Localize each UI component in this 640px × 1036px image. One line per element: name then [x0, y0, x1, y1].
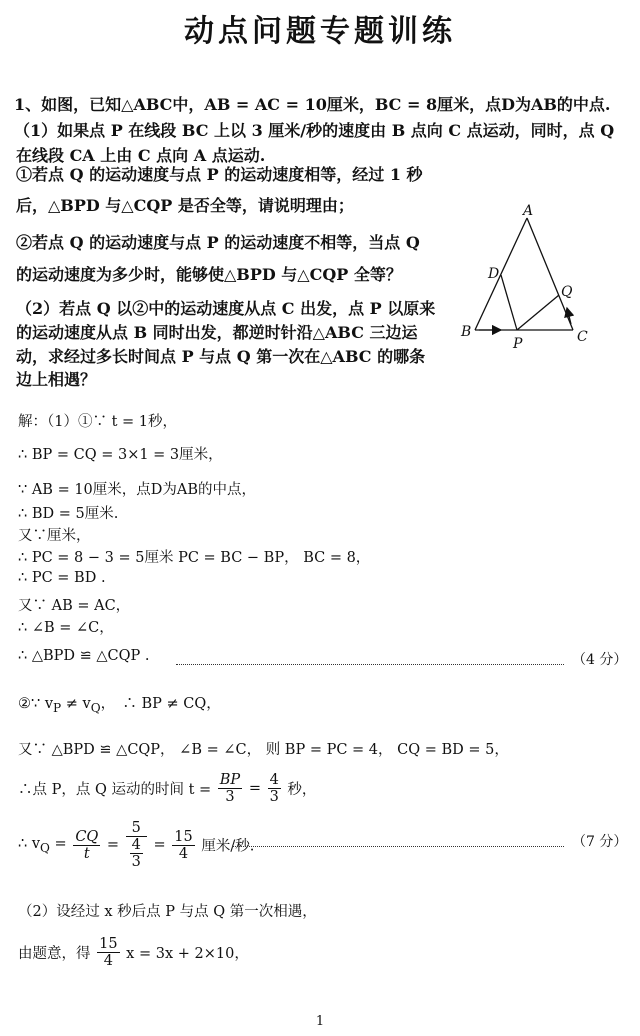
side-ac — [527, 218, 573, 330]
label-c: C — [577, 329, 588, 345]
solution-line-11: ②∵ $v_P \ne v_Q$， ∴ BP ≠ CQ， — [18, 696, 221, 715]
score-1: （4 分） — [572, 652, 628, 668]
solution-line-2: ∴ BP = CQ = 3×1 = 3厘米， — [18, 447, 223, 463]
segment-pq — [517, 295, 559, 330]
page-number: 1 — [315, 1014, 325, 1029]
score-2: （7 分） — [572, 834, 628, 850]
problem-line-11: 边上相遇？ — [16, 370, 97, 389]
problem-line-8: （2）若点 Q 以②中的运动速度从点 C 出发，点 P 以原来 — [16, 299, 436, 318]
problem-line-9: 的运动速度从点 B 同时出发，都逆时针沿△ABC 三边运 — [16, 323, 418, 342]
problem-line-4: ①若点 Q 的运动速度与点 P 的运动速度相等，经过 1 秒 — [16, 165, 423, 184]
solution-line-1: 解：（1）①∵ t = 1秒， — [18, 414, 178, 430]
solution-line-13: ∴点 P，点 Q 运动的时间 t = $\frac{BP}{3}$ = $\frac{4}{3}$ 秒， — [18, 772, 317, 805]
solution-line-9: ∴ ∠B = ∠C， — [18, 620, 114, 636]
solution-line-10: ∴ △BPD ≌ △CQP . — [18, 648, 150, 664]
dotted-leader-1 — [176, 664, 564, 665]
label-p: P — [513, 336, 523, 352]
problem-line-1: 1、如图，已知△ABC中，AB = AC = 10厘米，BC = 8厘米，点D为AB的中点. — [14, 95, 611, 114]
label-d: D — [488, 266, 500, 282]
problem-line-2: （1）如果点 P 在线段 BC 上以 3 厘米/秒的速度由 B 点向 C 点运动，同时，点 Q — [14, 121, 615, 140]
solution-line-15: （2）设经过 x 秒后点 P 与点 Q 第一次相遇， — [18, 904, 317, 920]
solution-line-16: 由题意，得 $\frac{15}{4}$ x = 3x + 2×10， — [18, 936, 249, 969]
label-q: Q — [561, 284, 573, 300]
side-ab — [475, 218, 527, 330]
label-b: B — [461, 324, 472, 340]
problem-line-10: 动，求经过多长时间点 P 与点 Q 第一次在△ABC 的哪条 — [16, 347, 426, 366]
solution-line-6: ∴ PC = 8 − 3 = 5厘米 PC = BC − BP， BC = 8， — [18, 550, 371, 566]
segment-dp — [501, 275, 517, 330]
solution-line-4: ∴ BD = 5厘米. — [18, 506, 119, 522]
triangle-figure — [455, 200, 605, 360]
solution-line-5: 又∵厘米， — [18, 528, 91, 544]
solution-line-14: ∴ $v_Q$ = $\frac{CQ}{t}$ = $\frac{5}{\frac{4}{3}}$ = $\frac{15}{4}$ 厘米/秒. — [18, 820, 255, 870]
problem-line-6: ②若点 Q 的运动速度与点 P 的运动速度不相等，当点 Q — [16, 233, 420, 252]
problem-line-3: 在线段 CA 上由 C 点向 A 点运动. — [16, 146, 266, 165]
solution-line-7: ∴ PC = BD . — [18, 570, 106, 586]
problem-line-5: 后，△BPD 与△CQP 是否全等，请说明理由； — [16, 196, 354, 215]
dotted-leader-2 — [232, 846, 564, 847]
solution-line-12: 又∵ △BPD ≌ △CQP， ∠B = ∠C， 则 BP = PC = 4， CQ = BD = 5， — [18, 742, 509, 758]
solution-line-8: 又∵ AB = AC， — [18, 598, 131, 614]
page-title: 动点问题专题训练 — [184, 14, 456, 49]
problem-line-7: 的运动速度为多少时，能够使△BPD 与△CQP 全等？ — [16, 265, 402, 284]
label-a: A — [523, 203, 534, 219]
solution-line-3: ∵ AB = 10厘米，点D为AB的中点， — [18, 482, 257, 498]
